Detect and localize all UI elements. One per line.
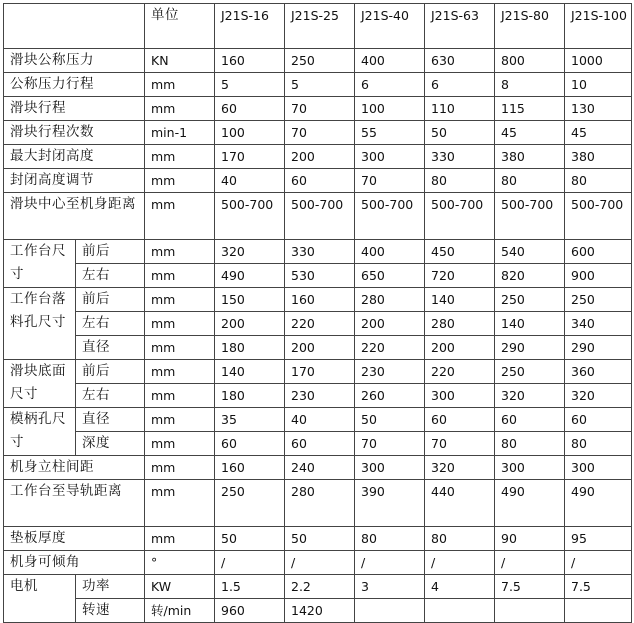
value-cell: 5 [285,73,355,97]
model-header: J21S-16 [215,4,285,49]
spec-row [4,408,632,432]
spec-row [4,49,632,73]
value-cell: 340 [565,312,632,336]
value-cell: 540 [495,240,565,264]
spec-row [4,432,632,456]
value-cell: 330 [285,240,355,264]
value-cell: 320 [565,384,632,408]
spec-row [4,288,632,312]
value-cell: 230 [355,360,425,384]
spec-row [4,336,632,360]
unit-cell: mm [145,336,215,360]
value-cell: 150 [215,288,285,312]
value-cell: 490 [565,480,632,527]
value-cell: 35 [215,408,285,432]
value-cell: 200 [285,145,355,169]
value-cell: 60 [425,408,495,432]
value-cell: 50 [355,408,425,432]
value-cell: 2.2 [285,575,355,599]
value-cell: 60 [495,408,565,432]
value-cell: 500-700 [215,193,285,240]
value-cell: 40 [215,169,285,193]
value-cell: 110 [425,97,495,121]
value-cell: 100 [215,121,285,145]
unit-cell: mm [145,169,215,193]
unit-cell: mm [145,97,215,121]
value-cell: 100 [355,97,425,121]
value-cell: 60 [285,432,355,456]
value-cell: 140 [495,312,565,336]
spec-row [4,527,632,551]
unit-cell: mm [145,145,215,169]
value-cell: 80 [495,432,565,456]
row-label: 最大封闭高度 [4,145,145,169]
sub-label: 左右 [76,312,145,336]
value-cell: / [355,551,425,575]
model-header: J21S-80 [495,4,565,49]
value-cell: 250 [285,49,355,73]
value-cell: 600 [565,240,632,264]
group-label: 工作台落料孔尺寸 [4,288,76,360]
value-cell: 140 [215,360,285,384]
value-cell: 45 [495,121,565,145]
unit-cell: mm [145,264,215,288]
spec-row [4,145,632,169]
sub-label: 前后 [76,360,145,384]
unit-cell: KW [145,575,215,599]
spec-row [4,360,632,384]
row-label: 工作台至导轨距离 [4,480,145,527]
sub-label: 前后 [76,240,145,264]
value-cell: 450 [425,240,495,264]
value-cell: 260 [355,384,425,408]
value-cell: 490 [495,480,565,527]
value-cell: 500-700 [285,193,355,240]
value-cell: 70 [285,121,355,145]
value-cell: 530 [285,264,355,288]
group-label: 工作台尺寸 [4,240,76,288]
value-cell: 40 [285,408,355,432]
sub-label: 直径 [76,408,145,432]
row-label: 公称压力行程 [4,73,145,97]
value-cell: 360 [565,360,632,384]
value-cell: 140 [425,288,495,312]
value-cell: 80 [495,169,565,193]
value-cell: 50 [425,121,495,145]
unit-cell: mm [145,432,215,456]
unit-cell: min-1 [145,121,215,145]
value-cell: 7.5 [565,575,632,599]
value-cell: 45 [565,121,632,145]
value-cell: 240 [285,456,355,480]
value-cell: 1.5 [215,575,285,599]
value-cell: 80 [355,527,425,551]
unit-cell: mm [145,456,215,480]
value-cell: 70 [425,432,495,456]
value-cell: 250 [495,288,565,312]
value-cell: 220 [355,336,425,360]
unit-cell: KN [145,49,215,73]
value-cell: 280 [425,312,495,336]
value-cell: 130 [565,97,632,121]
row-label: 滑块公称压力 [4,49,145,73]
value-cell: 200 [285,336,355,360]
row-label: 滑块中心至机身距离 [4,193,145,240]
value-cell: 200 [425,336,495,360]
value-cell: 60 [565,408,632,432]
value-cell: 55 [355,121,425,145]
value-cell: 250 [215,480,285,527]
value-cell: 80 [425,527,495,551]
spec-row [4,551,632,575]
value-cell: 1000 [565,49,632,73]
spec-row [4,121,632,145]
spec-row [4,480,632,527]
value-cell: 500-700 [425,193,495,240]
value-cell: 230 [285,384,355,408]
unit-cell: mm [145,384,215,408]
header-blank [4,4,145,49]
value-cell: 50 [215,527,285,551]
value-cell: 960 [215,599,285,623]
value-cell: 650 [355,264,425,288]
group-label: 模柄孔尺寸 [4,408,76,456]
value-cell: 300 [355,145,425,169]
spec-row [4,456,632,480]
unit-cell: mm [145,527,215,551]
value-cell: 80 [425,169,495,193]
sub-label: 左右 [76,264,145,288]
sub-label: 前后 [76,288,145,312]
value-cell: 820 [495,264,565,288]
sub-label: 左右 [76,384,145,408]
sub-label: 深度 [76,432,145,456]
spec-row [4,97,632,121]
value-cell: 6 [355,73,425,97]
value-cell: 80 [565,169,632,193]
spec-row [4,169,632,193]
value-cell: 160 [285,288,355,312]
value-cell: 70 [355,432,425,456]
value-cell: / [495,551,565,575]
value-cell: 320 [495,384,565,408]
value-cell: 60 [285,169,355,193]
value-cell: 400 [355,240,425,264]
row-label: 滑块行程次数 [4,121,145,145]
value-cell: 400 [355,49,425,73]
unit-cell: mm [145,73,215,97]
group-label: 滑块底面尺寸 [4,360,76,408]
model-header: J21S-63 [425,4,495,49]
unit-cell: mm [145,360,215,384]
value-cell: 90 [495,527,565,551]
value-cell: 250 [565,288,632,312]
spec-table [3,3,632,623]
value-cell: 70 [285,97,355,121]
value-cell: 170 [285,360,355,384]
value-cell: 160 [215,456,285,480]
value-cell: 500-700 [565,193,632,240]
spec-row [4,575,632,599]
row-label: 封闭高度调节 [4,169,145,193]
value-cell: 160 [215,49,285,73]
value-cell: 250 [495,360,565,384]
value-cell: 900 [565,264,632,288]
value-cell: 4 [425,575,495,599]
value-cell: 7.5 [495,575,565,599]
row-label: 机身立柱间距 [4,456,145,480]
spec-row [4,384,632,408]
unit-cell: mm [145,480,215,527]
value-cell: 80 [565,432,632,456]
value-cell: 380 [565,145,632,169]
value-cell: 5 [215,73,285,97]
value-cell: 630 [425,49,495,73]
unit-cell: mm [145,240,215,264]
value-cell: 320 [425,456,495,480]
value-cell: 60 [215,432,285,456]
value-cell: 390 [355,480,425,527]
model-header: J21S-40 [355,4,425,49]
unit-cell: mm [145,288,215,312]
value-cell: 180 [215,336,285,360]
value-cell: 200 [215,312,285,336]
value-cell: 300 [355,456,425,480]
row-label: 机身可倾角 [4,551,145,575]
value-cell: 95 [565,527,632,551]
value-cell: 8 [495,73,565,97]
model-header: J21S-100 [565,4,632,49]
row-label: 滑块行程 [4,97,145,121]
sub-label: 直径 [76,336,145,360]
value-cell: 320 [215,240,285,264]
value-cell: / [425,551,495,575]
unit-header: 单位 [145,4,215,49]
value-cell: 220 [285,312,355,336]
value-cell: 490 [215,264,285,288]
value-cell: 290 [565,336,632,360]
value-cell: 3 [355,575,425,599]
value-cell: 70 [355,169,425,193]
spec-row [4,193,632,240]
value-cell: / [215,551,285,575]
group-label: 电机 [4,575,76,623]
value-cell: 6 [425,73,495,97]
value-cell: 50 [285,527,355,551]
value-cell: 280 [285,480,355,527]
value-cell: 170 [215,145,285,169]
row-label: 垫板厚度 [4,527,145,551]
value-cell: 800 [495,49,565,73]
header-row [4,4,632,49]
spec-row [4,264,632,288]
unit-cell: 转/min [145,599,215,623]
value-cell: 300 [495,456,565,480]
unit-cell: ° [145,551,215,575]
value-cell: 500-700 [355,193,425,240]
value-cell: 180 [215,384,285,408]
value-cell: 300 [565,456,632,480]
value-cell: 330 [425,145,495,169]
spec-table-body [4,4,632,623]
sub-label: 功率 [76,575,145,599]
value-cell: 440 [425,480,495,527]
value-cell: 280 [355,288,425,312]
value-cell: 200 [355,312,425,336]
value-cell: 1420 [285,599,355,623]
value-cell: 290 [495,336,565,360]
unit-cell: mm [145,408,215,432]
spec-row [4,240,632,264]
value-cell: 115 [495,97,565,121]
value-cell: 220 [425,360,495,384]
value-cell: 380 [495,145,565,169]
value-cell: / [565,551,632,575]
value-cell: 500-700 [495,193,565,240]
value-cell: 10 [565,73,632,97]
unit-cell: mm [145,193,215,240]
value-cell: 300 [425,384,495,408]
unit-cell: mm [145,312,215,336]
model-header: J21S-25 [285,4,355,49]
spec-row [4,312,632,336]
value-cell: / [285,551,355,575]
value-cell: 60 [215,97,285,121]
value-cell: 720 [425,264,495,288]
sub-label: 转速 [76,599,145,623]
spec-row [4,73,632,97]
